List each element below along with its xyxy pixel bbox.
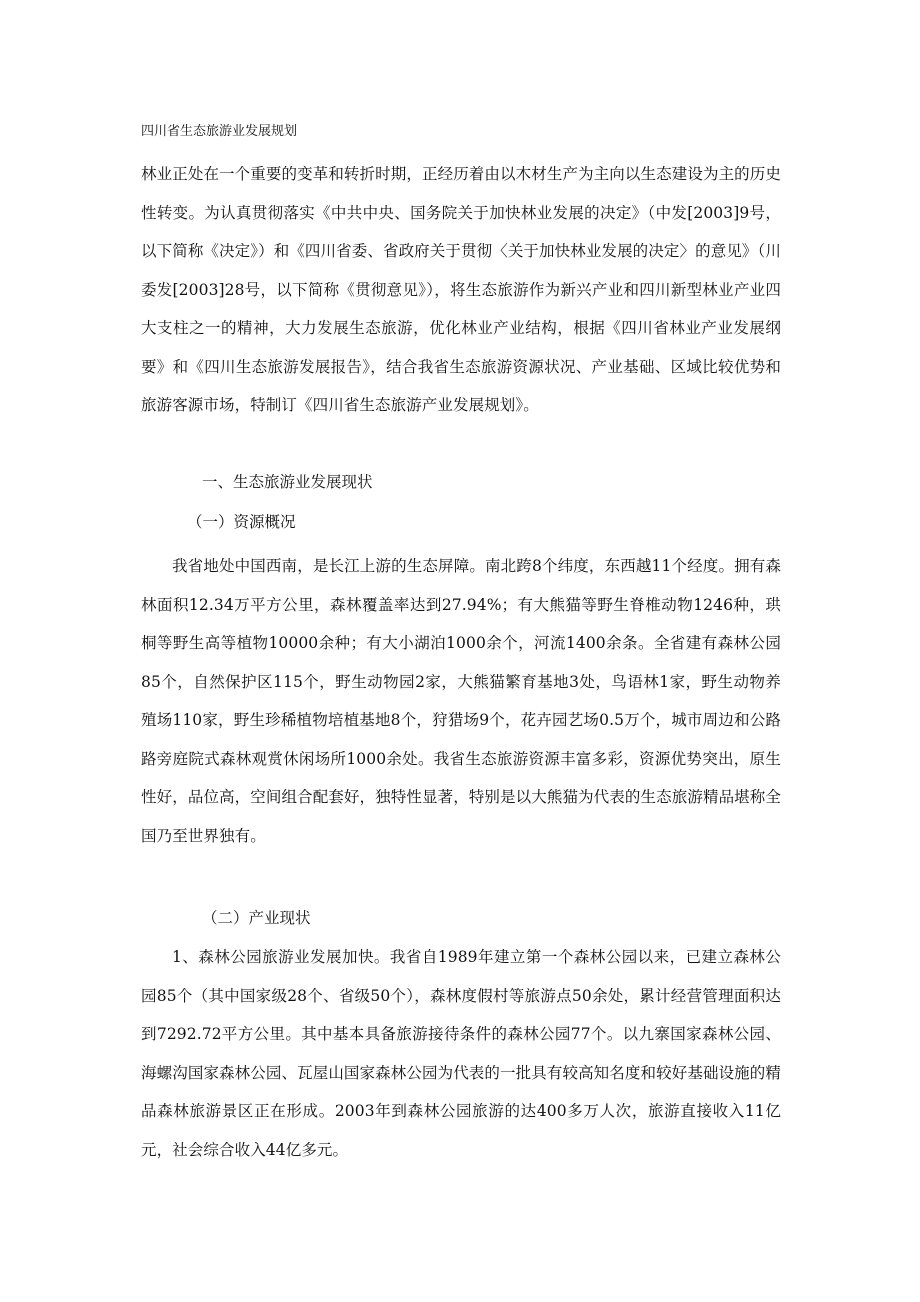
intro-paragraph: 林业正处在一个重要的变革和转折时期，正经历着由以木材生产为主向以生态建设为主的历史性转变。为认真贯彻落实《中共中央、国务院关于加快林业发展的决定》（中发[2003]9号，以下简称《决定》）和《四川省委、省政府关于贯彻〈关于加快林业发展的决定〉的意见》（川委发[2003]28号，以下简称《贯彻意见》），将生态旅游作为新兴产业和四川新型林业产业四大支柱之一的精神，大力发展生态旅游，优化林业产业结构，根据《四川省林业产业发展纲要》和《四川生态旅游发展报告》，结合我省生态旅游资源状况、产业基础、区域比较优势和旅游客源市场，特制订《四川省生态旅游产业发展规划》。 [141,165,781,414]
industry-paragraph: 1、森林公园旅游业发展加快。我省自1989年建立第一个森林公园以来，已建立森林公园85个（其中国家级28个、省级50个），森林度假村等旅游点50余处，累计经营管理面积达到7292.72平方公里。其中基本具备旅游接待条件的森林公园77个。以九寨国家森林公园、海螺沟国家森林公园、瓦屋山国家森林公园为代表的一批具有较高知名度和较好基础设施的精品森林旅游景区正在形成。2003年到森林公园旅游的达400多万人次，旅游直接收入11亿元，社会综合收入44亿多元。 [141,948,781,1159]
subsection-heading-industry: （二）产业现状 [202,909,311,927]
document-title: 四川省生态旅游业发展规划 [141,124,298,139]
resources-paragraph: 我省地处中国西南，是长江上游的生态屏障。南北跨8个纬度，东西越11个经度。拥有森林面积12.34万平方公里，森林覆盖率达到27.94%；有大熊猫等野生脊椎动物1246种，珙桐等野生高等植物10000余种；有大小湖泊1000余个，河流1400余条。全省建有森林公园85个，自然保护区115个，野生动物园2家，大熊猫繁育基地3处，鸟语林1家，野生动物养殖场110家，野生珍稀植物培植基地8个，狩猎场9个，花卉园艺场0.5万个，城市周边和公路路旁庭院式森林观赏休闲场所1000余处。我省生态旅游资源丰富多彩，资源优势突出，原生性好，品位高，空间组合配套好，独特性显著，特别是以大熊猫为代表的生态旅游精品堪称全国乃至世界独有。 [141,557,781,845]
subsection-heading-resources: （一）资源概况 [187,513,296,531]
section-heading: 一、生态旅游业发展现状 [202,473,373,491]
